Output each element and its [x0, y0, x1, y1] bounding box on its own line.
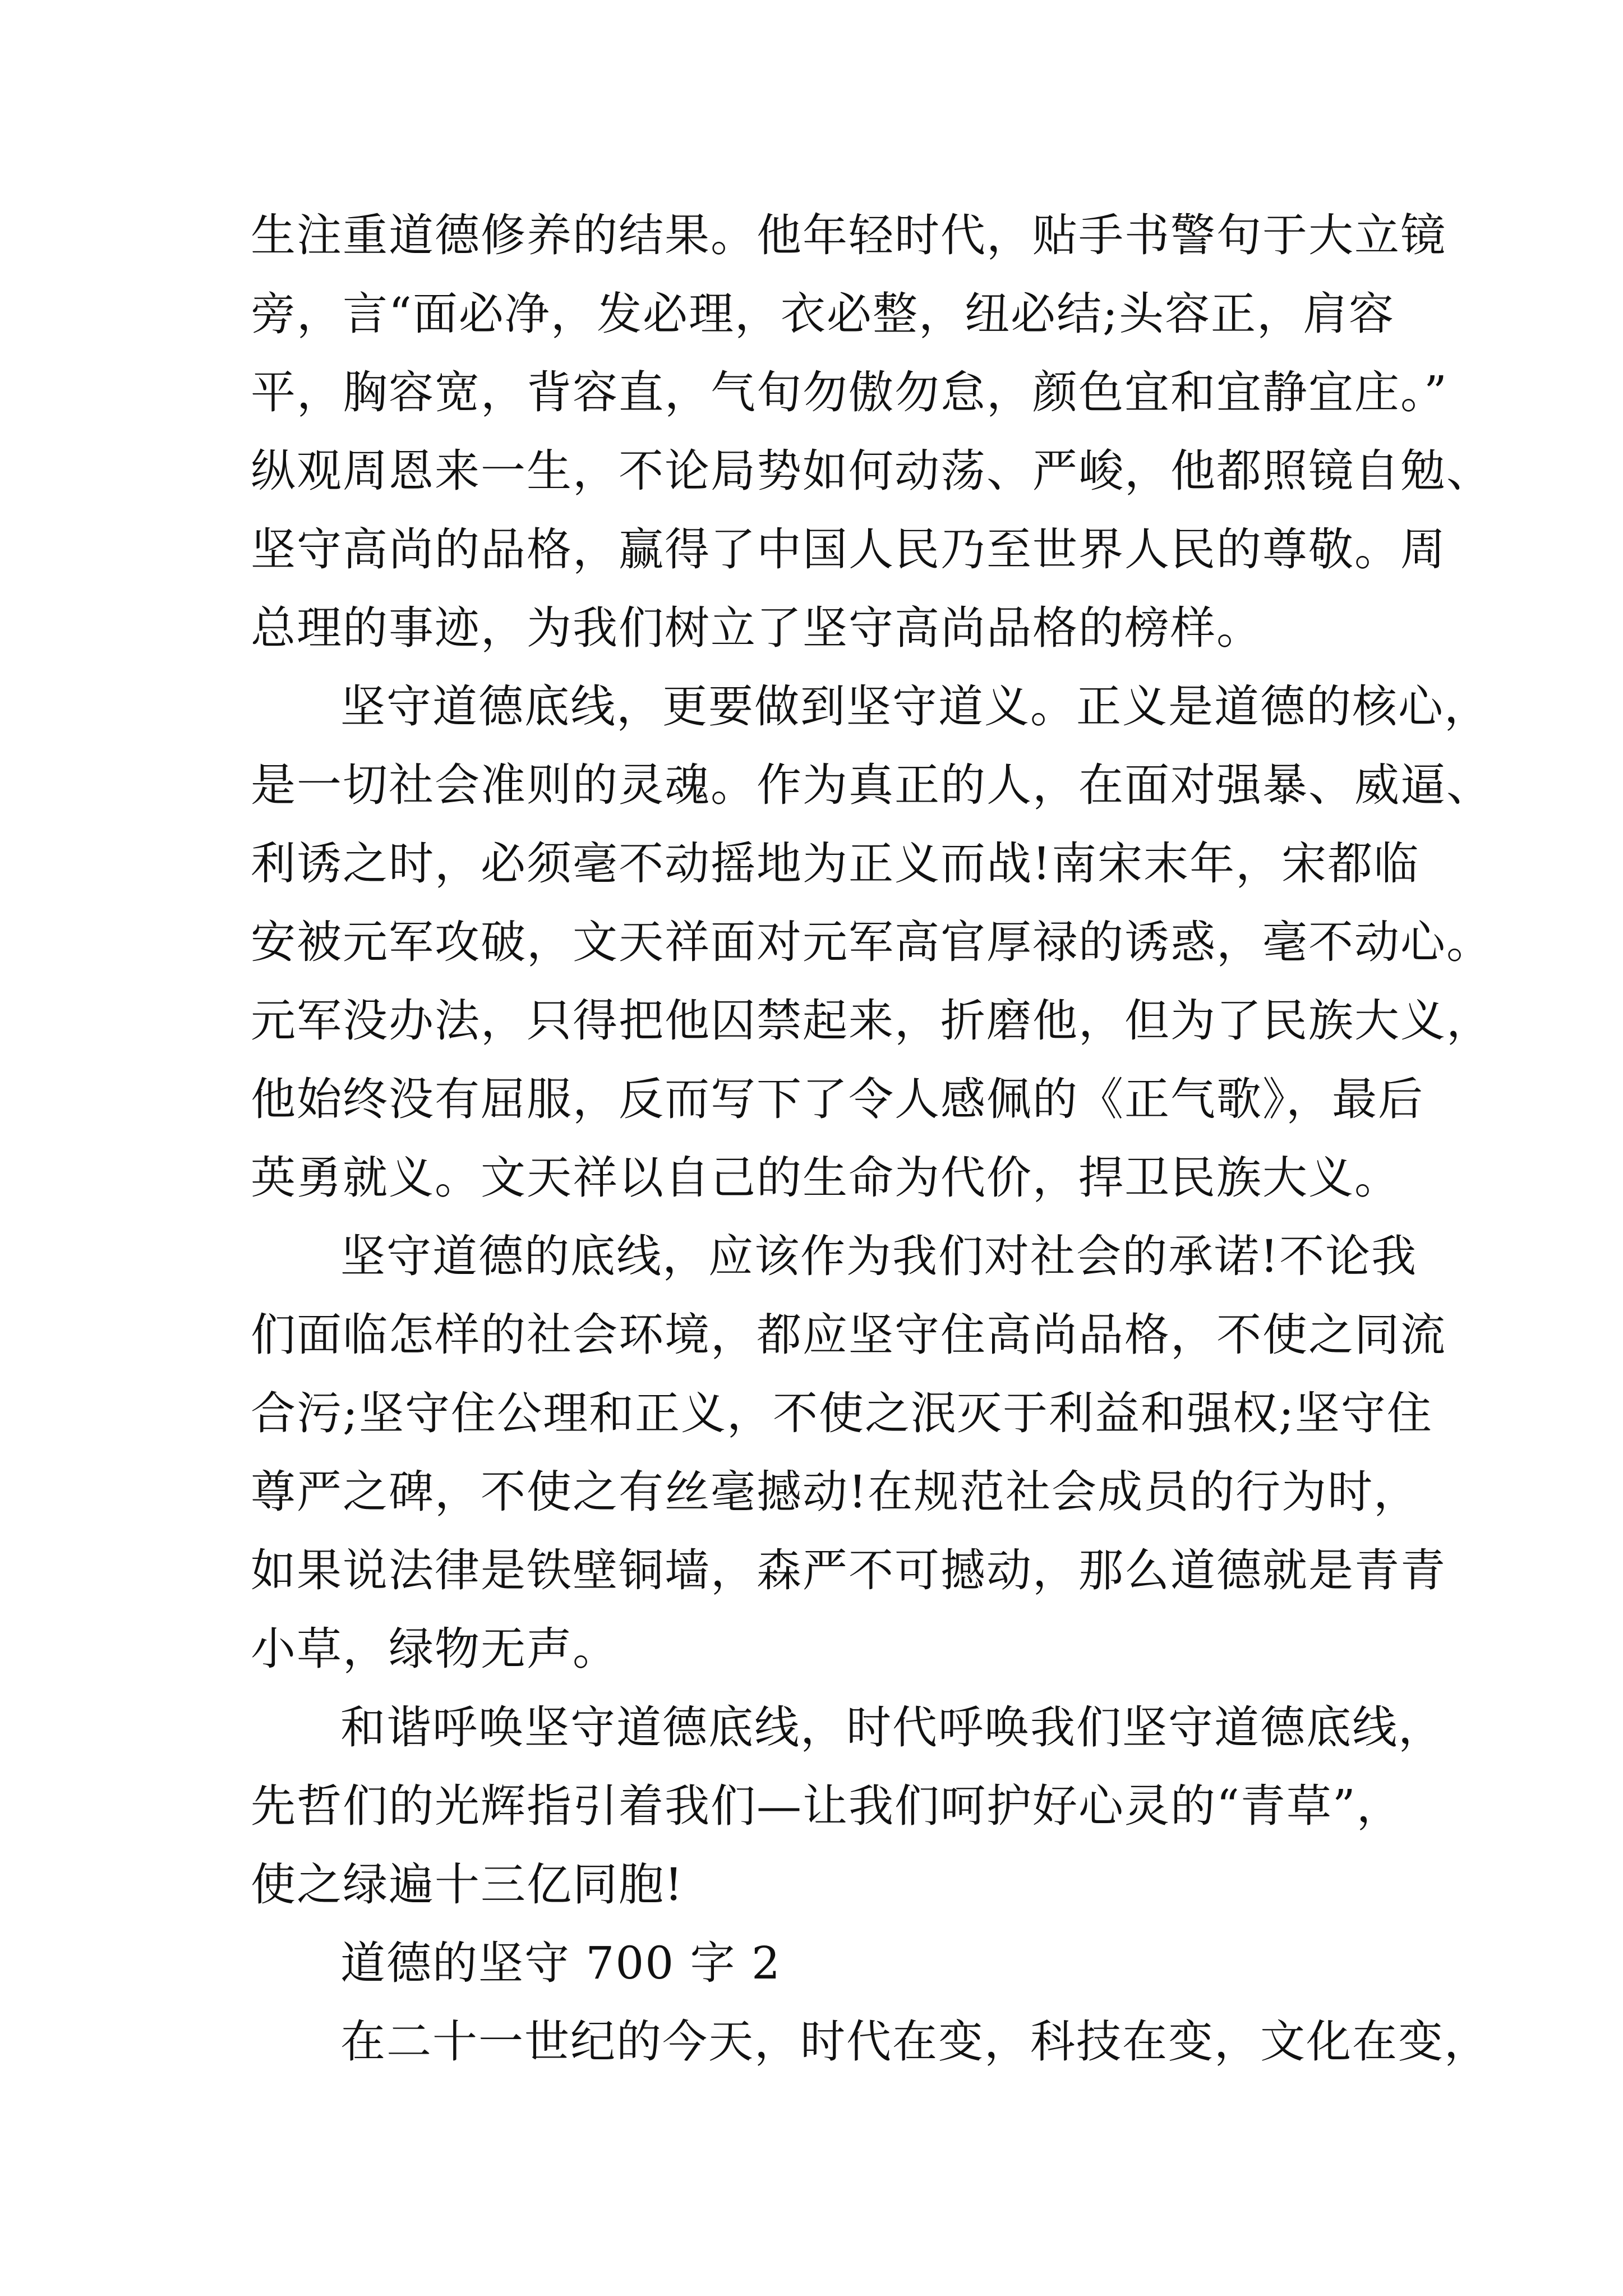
text-line: 使之绿遍十三亿同胞!: [251, 1858, 684, 1911]
paragraph-first-line: 在二十一世纪的今天，时代在变，科技在变，文化在变，: [340, 2016, 1490, 2068]
text-line: 平，胸容宽，背容直，气旬勿傲勿怠，颜色宜和宜静宜庄。”: [251, 366, 1448, 418]
text-line: 是一切社会准则的灵魂。作为真正的人，在面对强暴、威逼、: [251, 759, 1492, 811]
text-line: 纵观周恩来一生，不论局势如何动荡、严峻，他都照镜自勉、: [251, 445, 1492, 497]
text-line: 尊严之碑，不使之有丝毫撼动!在规范社会成员的行为时，: [251, 1466, 1420, 1518]
paragraph-first-line: 坚守道德底线，更要做到坚守道义。正义是道德的核心，: [340, 680, 1490, 733]
text-line: 总理的事迹，为我们树立了坚守高尚品格的榜样。: [251, 602, 1262, 654]
text-line: 元军没办法，只得把他囚禁起来，折磨他，但为了民族大义，: [251, 995, 1492, 1047]
paragraph-first-line: 坚守道德的底线，应该作为我们对社会的承诺!不论我: [340, 1230, 1418, 1282]
paragraph-first-line: 和谐呼唤坚守道德底线，时代呼唤我们坚守道德底线，: [340, 1701, 1444, 1754]
paragraph-first-line: 道德的坚守 700 字 2: [340, 1937, 781, 1989]
text-line: 旁，言“面必净，发必理，衣必整，纽必结;头容正，肩容: [251, 288, 1395, 340]
document-body: [251, 196, 1492, 2081]
text-line: 们面临怎样的社会环境，都应坚守住高尚品格，不使之同流: [251, 1309, 1446, 1361]
text-line: 他始终没有屈服，反而写下了令人感佩的《正气歌》，最后: [251, 1073, 1424, 1125]
text-line: 安被元军攻破，文天祥面对元军高官厚禄的诱惑，毫不动心。: [251, 916, 1492, 968]
text-line: 生注重道德修养的结果。他年轻时代，贴手书警句于大立镜: [251, 209, 1446, 261]
text-line: 小草，绿物无声。: [251, 1623, 619, 1675]
text-line: 如果说法律是铁壁铜墙，森严不可撼动，那么道德就是青青: [251, 1544, 1446, 1596]
text-line: 利诱之时，必须毫不动摇地为正义而战!南宋末年，宋都临: [251, 838, 1420, 890]
text-line: 坚守高尚的品格，赢得了中国人民乃至世界人民的尊敬。周: [251, 523, 1446, 576]
text-line: 合污;坚守住公理和正义，不使之泯灭于利益和强权;坚守住: [251, 1387, 1433, 1439]
text-line: 英勇就义。文天祥以自己的生命为代价，捍卫民族大义。: [251, 1152, 1400, 1204]
text-line: 先哲们的光辉指引着我们—让我们呵护好心灵的“青草”，: [251, 1780, 1403, 1832]
